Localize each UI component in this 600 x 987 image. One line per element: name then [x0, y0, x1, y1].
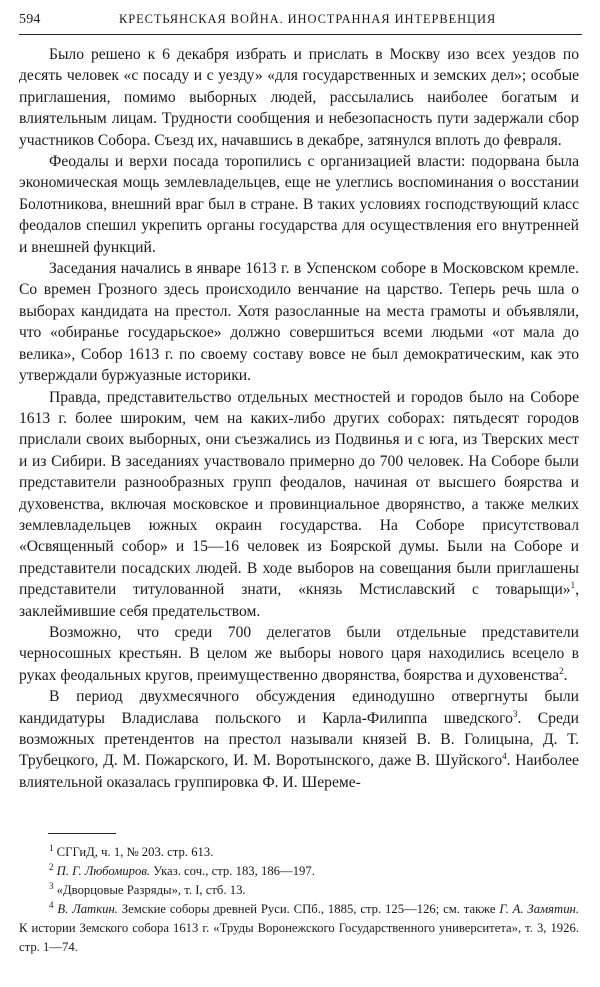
footnote-text: «Дворцовые Разряды», т. I, стб. 13. [56, 883, 246, 897]
footnote-ref-1: 1 [570, 579, 576, 590]
footnote-ref-2: 2 [559, 665, 564, 676]
paragraph-5-text: Возможно, что среди 700 делегатов были отдельные представители черносошных крестьян. В целом же выборы нового царя находились всецело в руках феодальных кругов, преимущественно дворянства, боярства и духовенства [19, 623, 579, 684]
footnotes [19, 843, 579, 957]
footnote-ref-4: 4 [502, 751, 507, 762]
paragraph-4 [19, 387, 579, 622]
footnote-text: Земские соборы древней Руси. СПб., 1885, стр. 125—126; см. также [117, 902, 500, 916]
paragraph-2: Феодалы и верхи посада торопились с организацией власти: подорвана была экономическая мощь землевладельцев, еще не улеглись воспоминания о восстании Болотникова, внешний враг был в стране. В таких условиях господствующий класс феодалов спешил укрепить органы государства для осуществления его внутренней и внешней функций. [19, 153, 579, 256]
paragraph-6-text: В период двухмесячного обсуждения единодушно отвергнуты были кандидатуры Владислава польского и Карла-Филиппа шведского [19, 688, 579, 727]
paragraph-6-middle: . Среди возможных претендентов на престол называли князей В. В. Голицына, Д. Т. Трубецкого, Д. М. Пожарского, И. М. Воротынского, даже В. Шуйского [19, 709, 579, 770]
paragraph-3: Заседания начались в январе 1613 г. в Успенском соборе в Московском кремле. Со времен Грозного здесь происходило венчание на царство. Теперь речь шла о выборах кандидата на престол. Хотя разосланные на места грамоты и объявляли, что «обиранье государьское» должно совершиться всеми людьми «от мала до велика», Собор 1613 г. по своему составу вовсе не был демократическим, как это утверждали буржуазные историки. [19, 260, 579, 385]
paragraph-6-tail: . Наиболее влиятельной оказалась группировка Ф. И. Шереме- [19, 752, 579, 791]
footnote-rule [48, 833, 116, 834]
footnote-4 [19, 900, 579, 957]
footnote-2 [19, 862, 579, 881]
paragraph-1: Было решено к 6 декабря избрать и прислать в Москву изо всех уездов по десять человек «с посаду и с уезду» «для государственных и земских дел»; особые приглашения, помимо выборных людей, рассылались наиболее богатым и влиятельным лицам. Трудности сообщения и небезопасность пути задержали сбор участников Собора. Съезд их, начавшись в декабре, затянулся вплоть до февраля. [19, 46, 579, 149]
footnote-text: СГГиД, ч. 1, № 203. стр. 613. [56, 845, 214, 859]
paragraph-5 [19, 622, 579, 686]
footnote-author: В. Латкин. [57, 902, 118, 916]
footnote-mark: 1 [49, 842, 54, 853]
footnote-mark: 2 [49, 861, 54, 872]
running-head [19, 12, 582, 35]
footnote-ref-3: 3 [512, 708, 518, 719]
paragraph-4-text: Правда, представительство отдельных местностей и городов было на Соборе 1613 г. более широким, чем на каких-либо других соборах: пятьдесят городов прислали своих выборных, они съезжались из Подвинья и с юга, из Тверских мест и из Сибири. В заседаниях участвовало примерно до 700 человек. На Соборе были представители разнообразных групп феодалов, начиная от высшего боярства и духовенства, включая московское и провинциальное дворянство, а также мелких землевладельцев южных окраин государства. На Соборе присутствовал «Освященный собор» и 15—16 человек из Боярской думы. Были на Соборе и представители посадских людей. В ходе выборов на совещания были приглашены представители титулованной знати, «князь Мстиславский с товарыщи» [19, 388, 579, 599]
footnote-mark: 4 [49, 899, 54, 910]
footnote-3 [19, 881, 579, 900]
paragraph-6 [19, 686, 579, 793]
running-title: КРЕСТЬЯНСКАЯ ВОЙНА. ИНОСТРАННАЯ ИНТЕРВЕНЦИЯ [119, 12, 497, 26]
footnote-mark: 3 [49, 880, 54, 891]
footnote-text-2: К истории Земского собора 1613 г. «Труды Воронежского Государственного университета», т. 3, 1926. стр. 1—74. [19, 921, 579, 954]
footnote-author: П. Г. Любомиров. [56, 864, 151, 878]
page-number: 594 [19, 12, 41, 27]
paragraph-4-tail: , заклеймившие себя предательством. [19, 581, 579, 620]
paragraph-5-tail: . [563, 666, 568, 684]
footnote-text: Указ. соч., стр. 183, 186—197. [150, 864, 315, 878]
footnote-author-2: Г. А. Замятин. [499, 902, 580, 916]
main-text [19, 44, 579, 793]
footnote-1 [19, 843, 579, 862]
